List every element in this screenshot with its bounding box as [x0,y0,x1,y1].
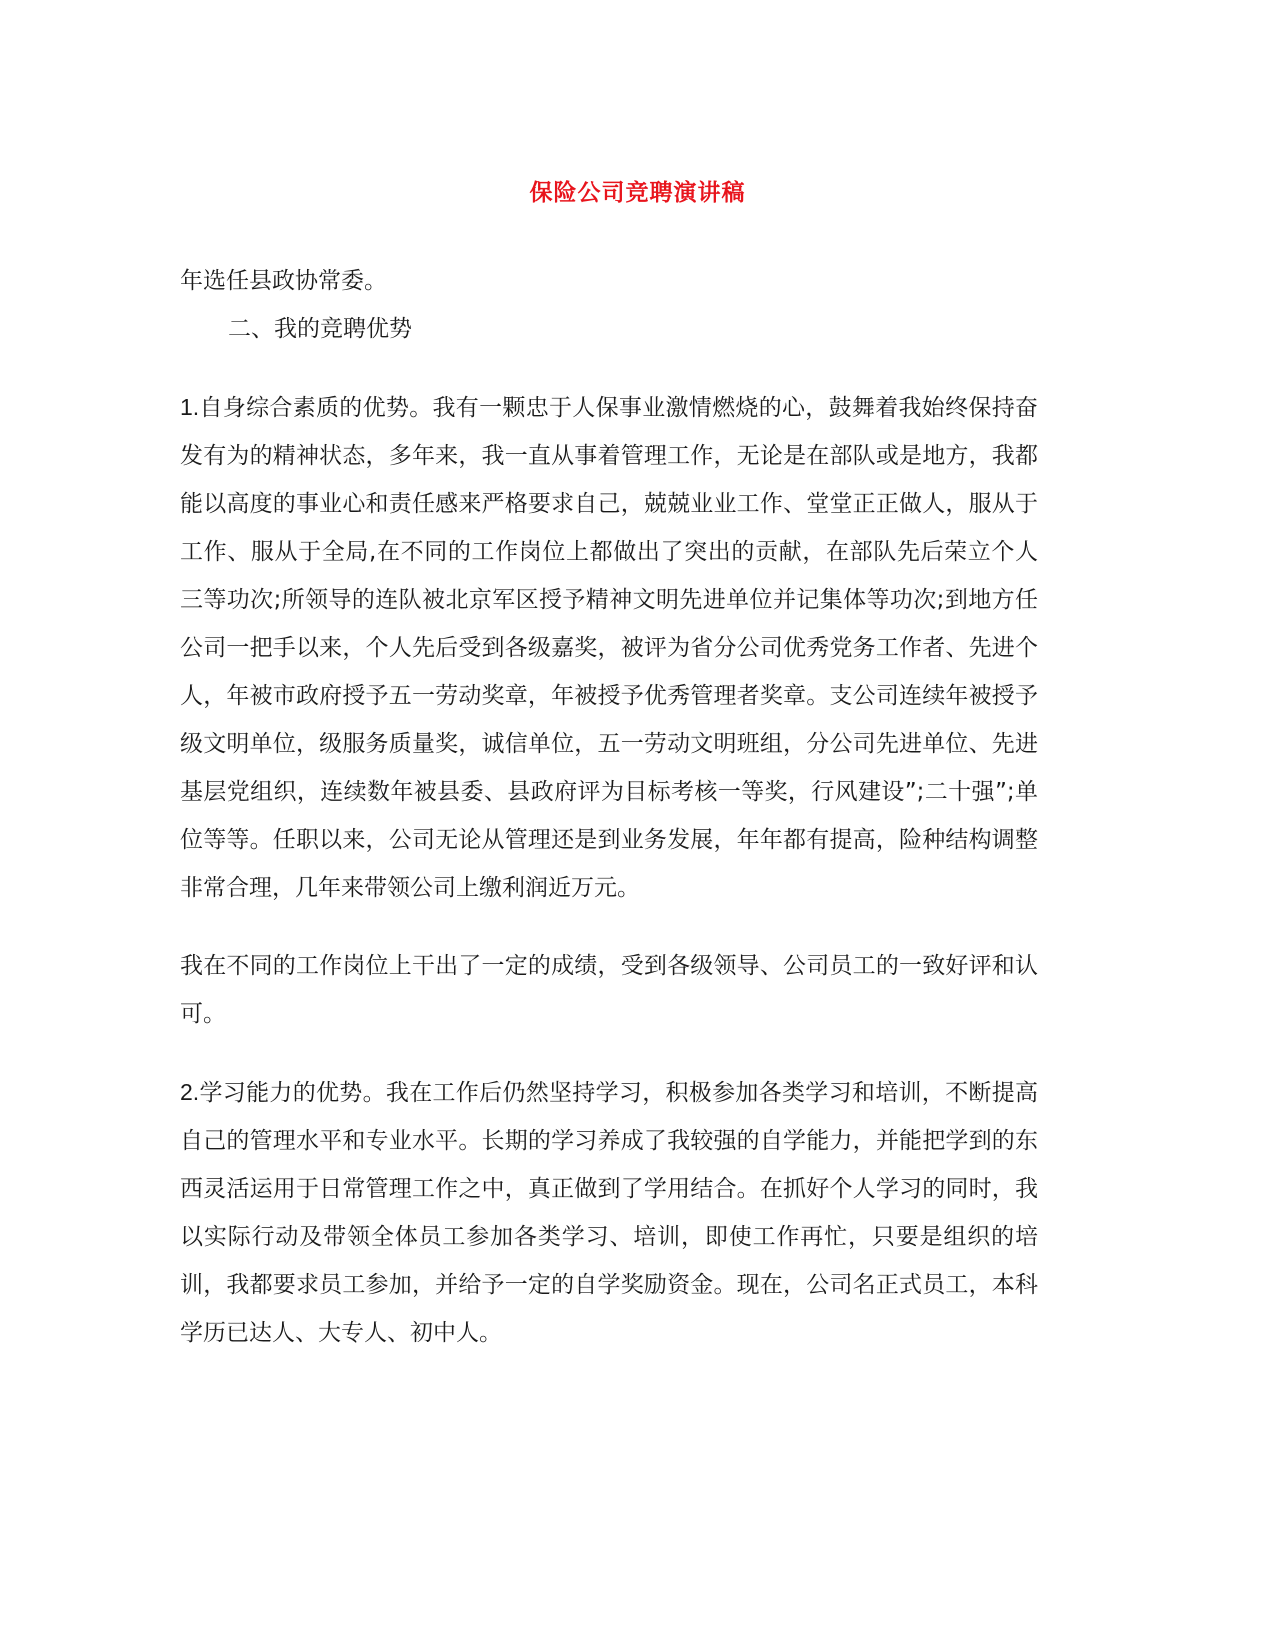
paragraph-achievements: 我在不同的工作岗位上干出了一定的成绩，受到各级领导、公司员工的一致好评和认可。 [180,953,1038,1027]
paragraph-advantage-2 [180,1068,1038,1357]
paragraph-text: 自身综合素质的优势。我有一颗忠于人保事业激情燃烧的心，鼓舞着我始终保持奋发有为的精神状态，多年来，我一直从事着管理工作，无论是在部队或是地方，我都能以高度的事业心和责任感来严格要求自己，兢兢业业工作、堂堂正正做人，服从于工作、服从于全局,在不同的工作岗位上都做出了突出的贡献，在部队先后荣立个人三等功次;所领导的连队被北京军区授予精神文明先进单位并记集体等功次;到地方任公司一把手以来，个人先后受到各级嘉奖，被评为省分公司优秀党务工作者、先进个人，年被市政府授予五一劳动奖章，年被授予优秀管理者奖章。支公司连续年被授予级文明单位，级服务质量奖，诚信单位，五一劳动文明班组，分公司先进单位、先进基层党组织，连续数年被县委、县政府评为目标考核一等奖，行风建设”;二十强”;单位等等。任职以来，公司无论从管理还是到业务发展，年年都有提高，险种结构调整非常合理，几年来带领公司上缴利润近万元。 [180,395,1038,901]
paragraph-continuation: 年选任县政协常委。 [180,268,387,294]
document-body [180,257,1038,1357]
paragraph-number: 1. [180,394,200,420]
section-heading: 二、我的竞聘优势 [228,316,412,342]
paragraph-text: 学习能力的优势。我在工作后仍然坚持学习，积极参加各类学习和培训，不断提高自己的管理水平和专业水平。长期的学习养成了我较强的自学能力，并能把学到的东西灵活运用于日常管理工作之中，真正做到了学用结合。在抓好个人学习的同时，我以实际行动及带领全体员工参加各类学习、培训，即使工作再忙，只要是组织的培训，我都要求员工参加，并给予一定的自学奖励资金。现在，公司名正式员工，本科学历已达人、大专人、初中人。 [180,1080,1038,1346]
document-title: 保险公司竞聘演讲稿 [529,180,746,206]
paragraph-number: 2. [180,1079,200,1105]
paragraph-advantage-1 [180,383,1038,912]
